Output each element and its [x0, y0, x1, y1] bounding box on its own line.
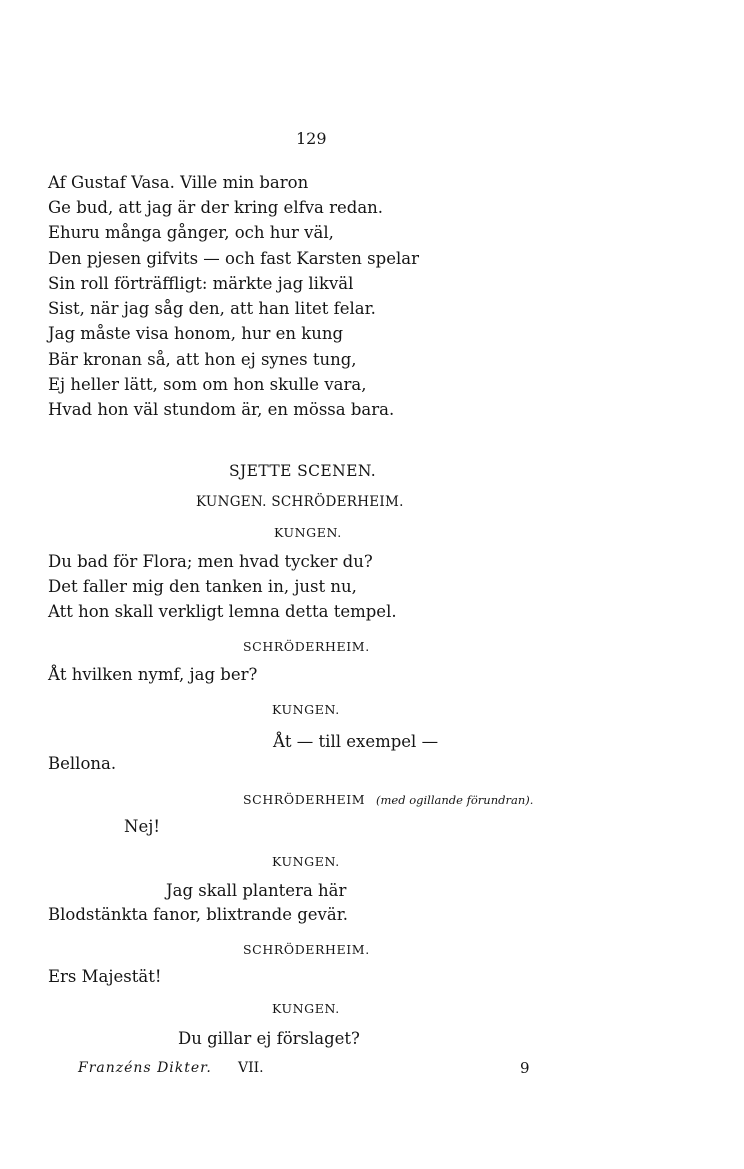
verse-line: Sin roll förträffligt: märkte jag likväl [48, 274, 354, 293]
speaker-label: KUNGEN. [272, 1001, 340, 1016]
verse-line: Jag måste visa honom, hur en kung [48, 324, 344, 343]
sheet-signature: 9 [520, 1059, 530, 1077]
dialogue-line: Nej! [124, 817, 160, 836]
speaker-label: SCHRÖDERHEIM [243, 792, 366, 807]
speaker-label: SCHRÖDERHEIM. [243, 639, 370, 654]
speaker-label: KUNGEN. [274, 525, 342, 540]
verse-line: Bär kronan så, att hon ej synes tung, [48, 350, 357, 369]
verse-line: Ehuru många gånger, och hur väl, [48, 223, 334, 242]
dialogue-line: Åt — till exempel — [273, 732, 439, 751]
dialogue-line: Blodstänkta fanor, blixtrande gevär. [48, 905, 349, 924]
speaker-label: KUNGEN. [272, 854, 340, 869]
signature-mark: Franzéns Dikter. [78, 1060, 212, 1076]
dialogue-line: Du bad för Flora; men hvad tycker du? [48, 552, 373, 571]
dialogue-line: Du gillar ej förslaget? [178, 1029, 360, 1048]
dialogue-line: Bellona. [48, 754, 117, 773]
speaker-label: KUNGEN. [272, 702, 340, 717]
scene-persons: KUNGEN. SCHRÖDERHEIM. [196, 494, 404, 510]
page-number: 129 [296, 129, 327, 148]
verse-line: Ej heller lätt, som om hon skulle vara, [48, 375, 367, 394]
verse-line: Hvad hon väl stundom är, en mössa bara. [48, 400, 395, 419]
verse-line: Af Gustaf Vasa. Ville min baron [48, 173, 309, 192]
dialogue-line: Det faller mig den tanken in, just nu, [48, 577, 357, 596]
dialogue-line: Jag skall plantera här [166, 881, 347, 900]
volume-number: VII. [238, 1060, 264, 1076]
scene-title: SJETTE SCENEN. [229, 462, 377, 480]
dialogue-line: Att hon skall verkligt lemna detta tempel. [48, 602, 397, 621]
verse-line: Ge bud, att jag är der kring elfva redan. [48, 198, 384, 217]
verse-line: Den pjesen gifvits — och fast Karsten spelar [48, 249, 419, 268]
verse-line: Sist, när jag såg den, att han litet felar. [48, 299, 376, 318]
stage-direction: (med ogillande förundran). [376, 793, 534, 807]
dialogue-line: Åt hvilken nymf, jag ber? [48, 665, 258, 684]
speaker-label: SCHRÖDERHEIM. [243, 942, 370, 957]
dialogue-line: Ers Majestät! [48, 967, 162, 986]
